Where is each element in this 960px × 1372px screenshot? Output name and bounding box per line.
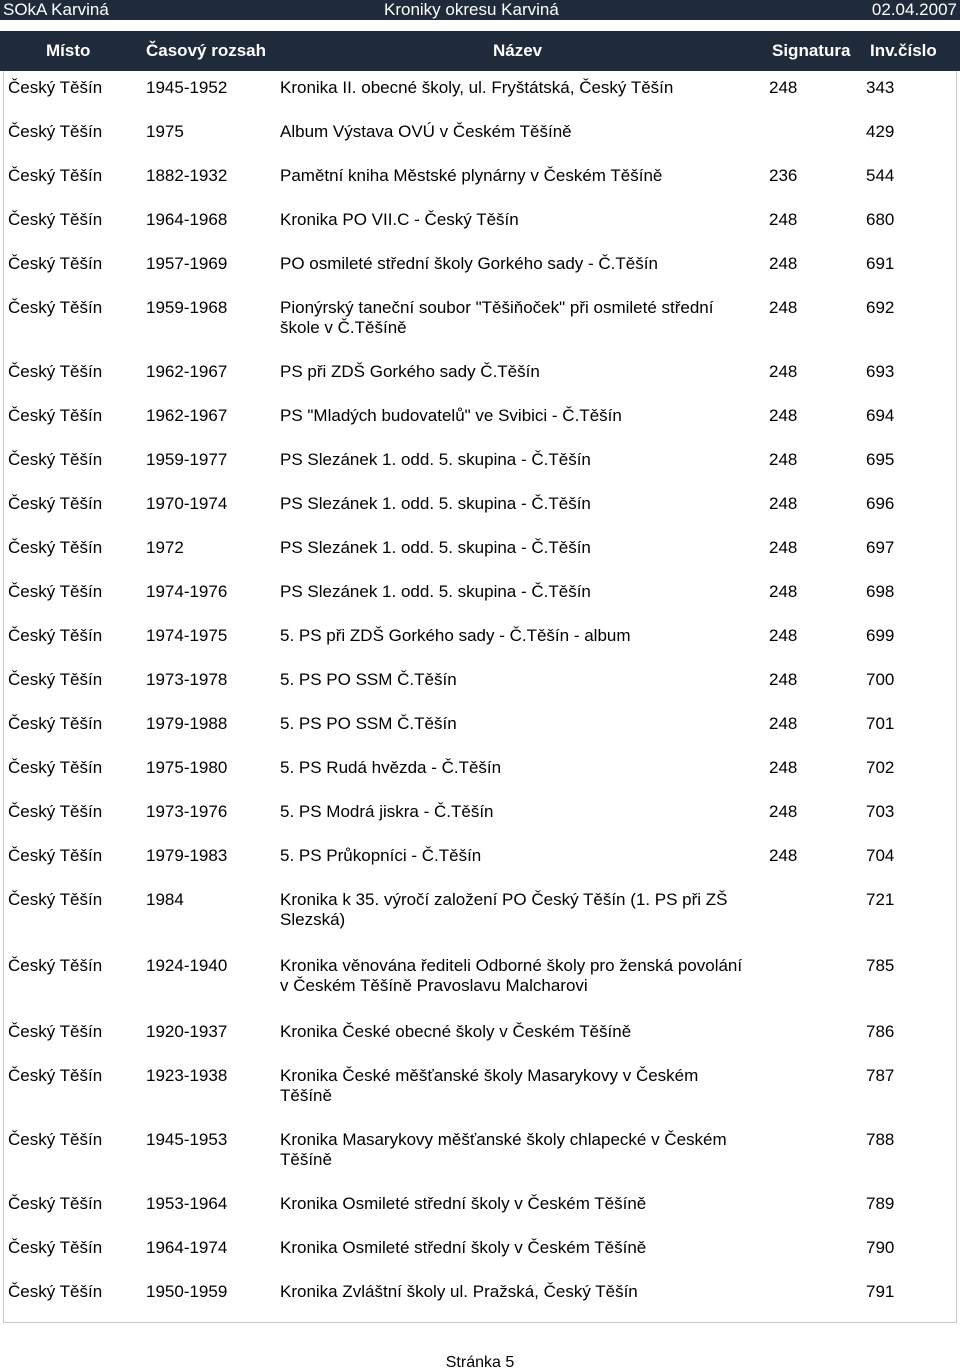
cell-misto: Český Těšín [8,758,103,777]
cell-misto: Český Těšín [8,956,103,975]
cell-casovy-rozsah: 1975-1980 [146,758,228,777]
cell-casovy-rozsah: 1959-1968 [146,298,228,317]
cell-misto: Český Těšín [8,1130,103,1149]
cell-inv-cislo: 429 [866,122,895,141]
cell-nazev: Pionýrský taneční soubor "Těšiňoček" při osmileté střední škole v Č.Těšíně [280,298,714,337]
cell-nazev: 5. PS PO SSM Č.Těšín [280,714,457,733]
cell-casovy-rozsah: 1957-1969 [146,254,228,273]
cell-nazev: Kronika II. obecné školy, ul. Fryštátská, Český Těšín [280,78,674,97]
cell-nazev: 5. PS PO SSM Č.Těšín [280,670,457,689]
cell-inv-cislo: 704 [866,846,895,865]
cell-inv-cislo: 680 [866,210,895,229]
cell-inv-cislo: 692 [866,298,895,317]
page-footer [0,1354,960,1372]
cell-misto: Český Těšín [8,538,103,557]
column-header-misto: Místo [46,41,91,60]
cell-signatura: 248 [769,626,798,645]
cell-inv-cislo: 700 [866,670,895,689]
cell-misto: Český Těšín [8,166,103,185]
cell-inv-cislo: 786 [866,1022,895,1041]
cell-casovy-rozsah: 1962-1967 [146,406,228,425]
cell-inv-cislo: 343 [866,78,895,97]
cell-misto: Český Těšín [8,802,103,821]
cell-nazev: Kronika Osmileté střední školy v Českém Těšíně [280,1194,647,1213]
cell-casovy-rozsah: 1972 [146,538,184,557]
cell-casovy-rozsah: 1920-1937 [146,1022,228,1041]
page-header-bar [0,0,960,20]
cell-signatura: 248 [769,450,798,469]
cell-inv-cislo: 698 [866,582,895,601]
cell-signatura: 248 [769,582,798,601]
cell-nazev: PO osmileté střední školy Gorkého sady - Č.Těšín [280,254,658,273]
cell-misto: Český Těšín [8,1238,103,1257]
cell-misto: Český Těšín [8,582,103,601]
cell-misto: Český Těšín [8,406,103,425]
cell-misto: Český Těšín [8,670,103,689]
cell-casovy-rozsah: 1970-1974 [146,494,228,513]
cell-nazev: PS Slezánek 1. odd. 5. skupina - Č.Těšín [280,494,591,513]
cell-nazev: Pamětní kniha Městské plynárny v Českém Těšíně [280,166,663,185]
cell-casovy-rozsah: 1973-1978 [146,670,228,689]
cell-casovy-rozsah: 1950-1959 [146,1282,228,1301]
cell-inv-cislo: 693 [866,362,895,381]
cell-misto: Český Těšín [8,626,103,645]
cell-inv-cislo: 694 [866,406,895,425]
cell-inv-cislo: 544 [866,166,895,185]
cell-signatura: 248 [769,670,798,689]
cell-signatura: 248 [769,298,798,317]
cell-signatura: 248 [769,210,798,229]
cell-signatura: 248 [769,494,798,513]
cell-misto: Český Těšín [8,298,103,317]
organization-name: SOkA Karviná [3,0,109,19]
cell-inv-cislo: 696 [866,494,895,513]
document-title: Kroniky okresu Karviná [384,0,559,19]
cell-nazev: Kronika PO VII.C - Český Těšín [280,210,519,229]
cell-inv-cislo: 785 [866,956,895,975]
cell-inv-cislo: 789 [866,1194,895,1213]
cell-nazev: Kronika České měšťanské školy Masarykovy v Českém Těšíně [280,1066,699,1105]
cell-inv-cislo: 697 [866,538,895,557]
column-header-signatura: Signatura [772,41,851,60]
cell-casovy-rozsah: 1974-1976 [146,582,228,601]
page-number: Stránka 5 [445,1354,515,1371]
cell-casovy-rozsah: 1964-1974 [146,1238,228,1257]
cell-nazev: PS Slezánek 1. odd. 5. skupina - Č.Těšín [280,538,591,557]
cell-casovy-rozsah: 1882-1932 [146,166,228,185]
cell-misto: Český Těšín [8,1022,103,1041]
cell-nazev: Kronika Osmileté střední školy v Českém Těšíně [280,1238,647,1257]
cell-casovy-rozsah: 1953-1964 [146,1194,228,1213]
cell-casovy-rozsah: 1962-1967 [146,362,228,381]
cell-misto: Český Těšín [8,1282,103,1301]
cell-signatura: 248 [769,538,798,557]
cell-signatura: 236 [769,166,798,185]
cell-nazev: Album Výstava OVÚ v Českém Těšíně [280,122,572,141]
cell-casovy-rozsah: 1979-1988 [146,714,228,733]
cell-misto: Český Těšín [8,494,103,513]
cell-nazev: 5. PS Průkopníci - Č.Těšín [280,846,482,865]
cell-inv-cislo: 703 [866,802,895,821]
cell-nazev: Kronika Masarykovy měšťanské školy chlapecké v Českém Těšíně [280,1130,727,1169]
cell-misto: Český Těšín [8,122,103,141]
cell-misto: Český Těšín [8,254,103,273]
cell-nazev: 5. PS při ZDŠ Gorkého sady - Č.Těšín - album [280,626,631,645]
cell-inv-cislo: 701 [866,714,895,733]
cell-signatura: 248 [769,78,798,97]
cell-nazev: PS Slezánek 1. odd. 5. skupina - Č.Těšín [280,450,591,469]
cell-nazev: 5. PS Rudá hvězda - Č.Těšín [280,758,502,777]
cell-casovy-rozsah: 1975 [146,122,184,141]
cell-misto: Český Těšín [8,1194,103,1213]
cell-misto: Český Těšín [8,1066,103,1085]
cell-nazev: PS při ZDŠ Gorkého sady Č.Těšín [280,362,540,381]
cell-casovy-rozsah: 1979-1983 [146,846,228,865]
cell-misto: Český Těšín [8,846,103,865]
cell-nazev: PS "Mladých budovatelů" ve Svibici - Č.Těšín [280,406,622,425]
cell-signatura: 248 [769,758,798,777]
cell-casovy-rozsah: 1959-1977 [146,450,228,469]
cell-signatura: 248 [769,802,798,821]
cell-nazev: Kronika Zvláštní školy ul. Pražská, Český Těšín [280,1282,638,1301]
cell-casovy-rozsah: 1924-1940 [146,956,228,975]
cell-signatura: 248 [769,714,798,733]
cell-casovy-rozsah: 1945-1952 [146,78,228,97]
cell-inv-cislo: 790 [866,1238,895,1257]
cell-misto: Český Těšín [8,78,103,97]
cell-misto: Český Těšín [8,890,103,909]
cell-inv-cislo: 787 [866,1066,895,1085]
cell-signatura: 248 [769,362,798,381]
cell-signatura: 248 [769,846,798,865]
cell-misto: Český Těšín [8,714,103,733]
cell-nazev: Kronika České obecné školy v Českém Těšíně [280,1022,632,1041]
cell-nazev: PS Slezánek 1. odd. 5. skupina - Č.Těšín [280,582,591,601]
cell-misto: Český Těšín [8,362,103,381]
cell-casovy-rozsah: 1964-1968 [146,210,228,229]
cell-inv-cislo: 691 [866,254,895,273]
table-header [0,31,960,71]
cell-inv-cislo: 702 [866,758,895,777]
cell-inv-cislo: 791 [866,1282,895,1301]
cell-casovy-rozsah: 1973-1976 [146,802,228,821]
cell-inv-cislo: 699 [866,626,895,645]
cell-nazev: Kronika věnována řediteli Odborné školy pro ženská povolání v Českém Těšíně Pravoslavu Malcharovi [280,956,743,995]
cell-casovy-rozsah: 1945-1953 [146,1130,228,1149]
cell-misto: Český Těšín [8,450,103,469]
cell-inv-cislo: 721 [866,890,895,909]
cell-casovy-rozsah: 1974-1975 [146,626,228,645]
cell-signatura: 248 [769,406,798,425]
column-header-nazev: Název [493,41,543,60]
document-date: 02.04.2007 [871,0,957,19]
cell-misto: Český Těšín [8,210,103,229]
column-header-casovy-rozsah: Časový rozsah [146,41,266,60]
cell-inv-cislo: 788 [866,1130,895,1149]
cell-inv-cislo: 695 [866,450,895,469]
cell-casovy-rozsah: 1984 [146,890,184,909]
cell-signatura: 248 [769,254,798,273]
cell-nazev: Kronika k 35. výročí založení PO Český Těšín (1. PS při ZŠ Slezská) [280,890,728,929]
column-header-inv-cislo: Inv.číslo [870,41,937,60]
cell-casovy-rozsah: 1923-1938 [146,1066,228,1085]
cell-nazev: 5. PS Modrá jiskra - Č.Těšín [280,802,494,821]
